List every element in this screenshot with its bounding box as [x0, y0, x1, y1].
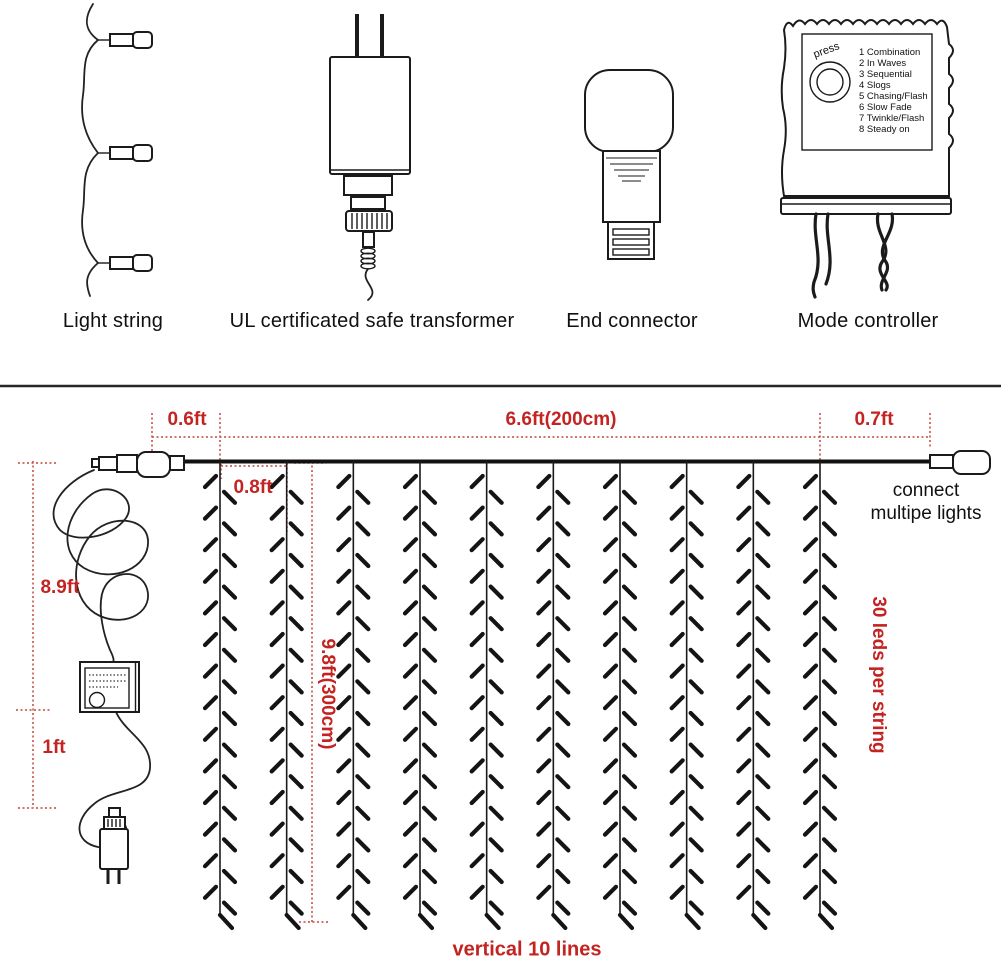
note-vertical-lines: vertical 10 lines	[452, 938, 602, 961]
connect-note	[871, 479, 982, 525]
mode-item: 6 Slow Fade	[859, 102, 912, 113]
mode-item: 5 Chasing/Flash	[859, 91, 928, 102]
dim-drop-length: 9.8ft(300cm)	[317, 638, 338, 750]
cord-tail	[365, 269, 372, 300]
led-bulb	[98, 32, 152, 48]
legend-mode-controller: Mode controller	[797, 310, 939, 332]
dimension-lines	[16, 413, 930, 922]
controller-wires	[813, 214, 892, 297]
adapter-step	[351, 197, 385, 209]
mode-item: 2 In Waves	[859, 58, 907, 69]
dim-string-spacing: 0.8ft	[233, 477, 273, 498]
cord-coil	[361, 248, 375, 269]
controller-base	[781, 198, 951, 214]
mode-controller-figure	[770, 0, 980, 310]
curtain-diagram	[0, 384, 1001, 972]
connect-note-line2: multipe lights	[870, 503, 982, 524]
string-wire	[82, 4, 98, 296]
legend-end-connector: End connector	[566, 310, 698, 332]
end-connector-figure	[560, 0, 710, 300]
legend-light-string: Light string	[62, 310, 164, 332]
led-bulb	[98, 255, 152, 271]
wire-joint-connector	[92, 452, 184, 477]
wire-end-connector	[930, 451, 990, 474]
dim-plug-length: 1ft	[42, 737, 66, 758]
mode-item: 7 Twinkle/Flash	[859, 113, 925, 124]
mode-item: 8 Steady on	[859, 124, 910, 135]
dim-lead-length: 8.9ft	[40, 577, 80, 598]
light-string-figure	[40, 0, 220, 305]
dim-right-gap: 0.7ft	[854, 409, 894, 430]
ribbed-barrel	[346, 211, 392, 231]
plug-prongs	[357, 14, 382, 57]
power-plug	[100, 808, 128, 884]
mode-item: 1 Combination	[859, 47, 921, 58]
dim-span: 6.6ft(200cm)	[505, 409, 617, 430]
connector-tip	[608, 222, 654, 259]
mode-item: 4 Slogs	[859, 80, 891, 91]
dim-left-gap: 0.6ft	[167, 409, 207, 430]
light-strings	[205, 461, 835, 928]
led-bulb	[98, 145, 152, 161]
note-leds-per-string: 30 leds per string	[868, 596, 889, 754]
connect-note-line1: connect	[892, 480, 960, 501]
press-label: press	[811, 40, 842, 61]
transformer-figure	[300, 0, 460, 310]
lead-cable	[54, 470, 149, 664]
adapter-step	[344, 176, 392, 195]
adapter-body	[330, 57, 410, 174]
connector-body	[603, 151, 660, 222]
inline-controller	[80, 662, 139, 712]
cord-stem	[363, 232, 374, 247]
connector-cap	[585, 70, 673, 152]
mode-item: 3 Sequential	[859, 69, 912, 80]
legend-transformer: UL certificated safe transformer	[229, 310, 515, 332]
